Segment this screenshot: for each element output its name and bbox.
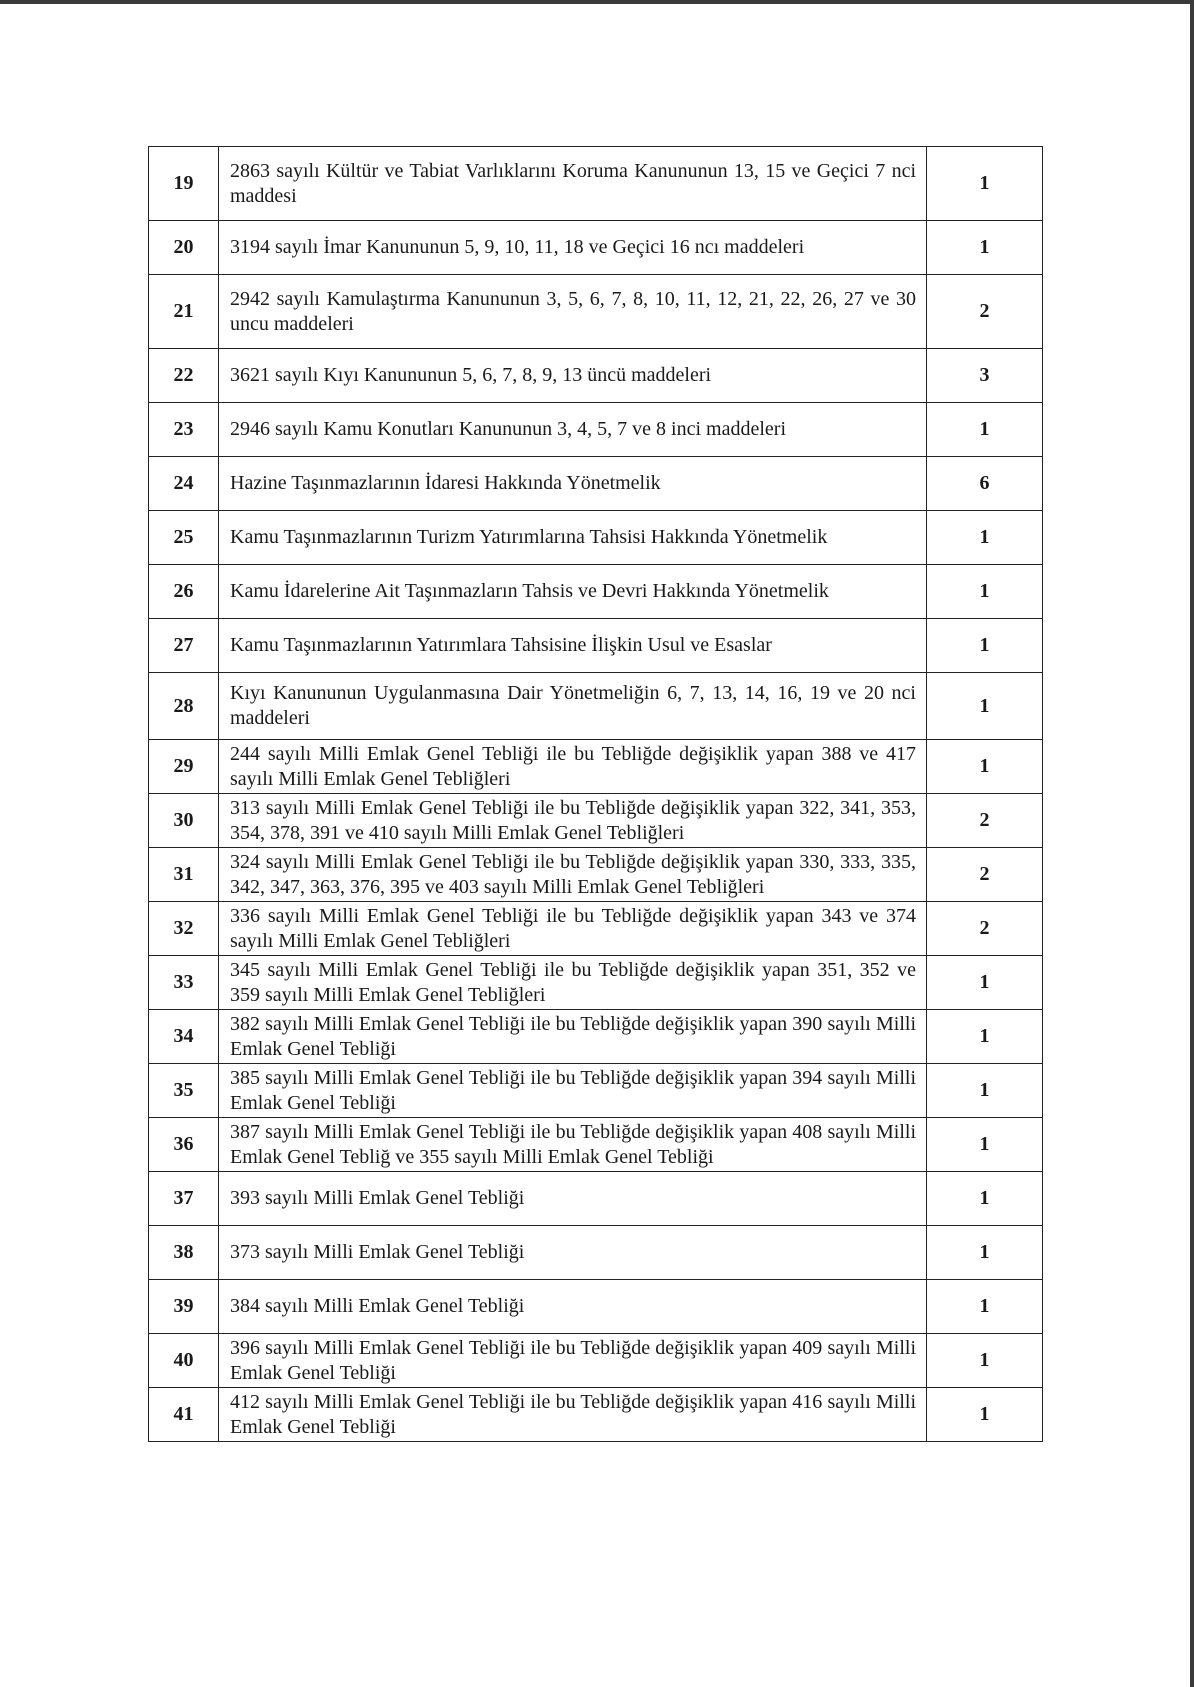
table-row [149,349,1043,403]
row-number: 33 [149,956,219,1010]
table-row [149,1172,1043,1226]
row-number: 28 [149,673,219,740]
row-number: 20 [149,221,219,275]
table-row [149,794,1043,848]
row-count: 1 [927,403,1043,457]
table-row [149,221,1043,275]
row-count: 1 [927,147,1043,221]
row-count: 2 [927,275,1043,349]
row-description: 2863 sayılı Kültür ve Tabiat Varlıklarını Koruma Kanununun 13, 15 ve Geçici 7 nci maddesi [219,147,927,221]
row-description: 313 sayılı Milli Emlak Genel Tebliği ile bu Tebliğde değişiklik yapan 322, 341, 353, 354, 378, 391 ve 410 sayılı Milli Emlak Genel Tebliğleri [219,794,927,848]
row-description: 385 sayılı Milli Emlak Genel Tebliği ile bu Tebliğde değişiklik yapan 394 sayılı Milli Emlak Genel Tebliği [219,1064,927,1118]
table-row [149,1280,1043,1334]
row-description: 387 sayılı Milli Emlak Genel Tebliği ile bu Tebliğde değişiklik yapan 408 sayılı Milli Emlak Genel Tebliğ ve 355 sayılı Milli Emlak Genel Tebliği [219,1118,927,1172]
row-description: 324 sayılı Milli Emlak Genel Tebliği ile bu Tebliğde değişiklik yapan 330, 333, 335, 342, 347, 363, 376, 395 ve 403 sayılı Milli Emlak Genel Tebliğleri [219,848,927,902]
row-count: 1 [927,1280,1043,1334]
row-count: 3 [927,349,1043,403]
row-number: 30 [149,794,219,848]
row-number: 21 [149,275,219,349]
row-count: 1 [927,1388,1043,1442]
row-number: 23 [149,403,219,457]
table-row [149,902,1043,956]
row-description: Hazine Taşınmazlarının İdaresi Hakkında Yönetmelik [219,457,927,511]
row-count: 1 [927,1010,1043,1064]
row-number: 35 [149,1064,219,1118]
table-row [149,848,1043,902]
table-row [149,740,1043,794]
row-number: 31 [149,848,219,902]
row-number: 39 [149,1280,219,1334]
table-row [149,673,1043,740]
row-number: 22 [149,349,219,403]
row-description: 382 sayılı Milli Emlak Genel Tebliği ile bu Tebliğde değişiklik yapan 390 sayılı Milli Emlak Genel Tebliği [219,1010,927,1064]
row-number: 27 [149,619,219,673]
row-description: 384 sayılı Milli Emlak Genel Tebliği [219,1280,927,1334]
row-description: 3621 sayılı Kıyı Kanununun 5, 6, 7, 8, 9, 13 üncü maddeleri [219,349,927,403]
row-description: 244 sayılı Milli Emlak Genel Tebliği ile bu Tebliğde değişiklik yapan 388 ve 417 sayılı Milli Emlak Genel Tebliğleri [219,740,927,794]
table-row [149,403,1043,457]
table-row [149,1226,1043,1280]
row-number: 29 [149,740,219,794]
table-row [149,1064,1043,1118]
row-count: 2 [927,902,1043,956]
row-description: 2946 sayılı Kamu Konutları Kanununun 3, 4, 5, 7 ve 8 inci maddeleri [219,403,927,457]
row-description: 345 sayılı Milli Emlak Genel Tebliği ile bu Tebliğde değişiklik yapan 351, 352 ve 359 sayılı Milli Emlak Genel Tebliğleri [219,956,927,1010]
row-number: 36 [149,1118,219,1172]
row-count: 1 [927,740,1043,794]
row-count: 2 [927,794,1043,848]
row-description: 412 sayılı Milli Emlak Genel Tebliği ile bu Tebliğde değişiklik yapan 416 sayılı Milli Emlak Genel Tebliği [219,1388,927,1442]
row-description: 336 sayılı Milli Emlak Genel Tebliği ile bu Tebliğde değişiklik yapan 343 ve 374 sayılı Milli Emlak Genel Tebliğleri [219,902,927,956]
row-number: 19 [149,147,219,221]
table-row [149,1118,1043,1172]
table-row [149,956,1043,1010]
row-count: 1 [927,221,1043,275]
row-count: 1 [927,1118,1043,1172]
legislation-table [148,146,1043,1442]
row-number: 25 [149,511,219,565]
table-row [149,565,1043,619]
row-count: 1 [927,1172,1043,1226]
table-row [149,457,1043,511]
table-row [149,619,1043,673]
row-count: 1 [927,1334,1043,1388]
row-number: 34 [149,1010,219,1064]
row-number: 24 [149,457,219,511]
table-row [149,511,1043,565]
row-number: 41 [149,1388,219,1442]
row-count: 6 [927,457,1043,511]
row-count: 1 [927,956,1043,1010]
row-description: Kamu Taşınmazlarının Turizm Yatırımlarına Tahsisi Hakkında Yönetmelik [219,511,927,565]
row-description: Kıyı Kanununun Uygulanmasına Dair Yönetmeliğin 6, 7, 13, 14, 16, 19 ve 20 nci maddeleri [219,673,927,740]
row-count: 1 [927,673,1043,740]
row-number: 32 [149,902,219,956]
row-count: 1 [927,1226,1043,1280]
table-row [149,1388,1043,1442]
row-count: 1 [927,565,1043,619]
row-description: 373 sayılı Milli Emlak Genel Tebliği [219,1226,927,1280]
row-number: 38 [149,1226,219,1280]
row-count: 1 [927,619,1043,673]
row-description: 2942 sayılı Kamulaştırma Kanununun 3, 5, 6, 7, 8, 10, 11, 12, 21, 22, 26, 27 ve 30 uncu maddeleri [219,275,927,349]
row-count: 1 [927,511,1043,565]
row-description: Kamu İdarelerine Ait Taşınmazların Tahsis ve Devri Hakkında Yönetmelik [219,565,927,619]
row-number: 40 [149,1334,219,1388]
table-row [149,275,1043,349]
table-row [149,1010,1043,1064]
table-row [149,1334,1043,1388]
row-description: Kamu Taşınmazlarının Yatırımlara Tahsisine İlişkin Usul ve Esaslar [219,619,927,673]
row-description: 3194 sayılı İmar Kanununun 5, 9, 10, 11, 18 ve Geçici 16 ncı maddeleri [219,221,927,275]
row-description: 393 sayılı Milli Emlak Genel Tebliği [219,1172,927,1226]
row-count: 2 [927,848,1043,902]
row-description: 396 sayılı Milli Emlak Genel Tebliği ile bu Tebliğde değişiklik yapan 409 sayılı Milli Emlak Genel Tebliği [219,1334,927,1388]
table-row [149,147,1043,221]
row-number: 37 [149,1172,219,1226]
row-count: 1 [927,1064,1043,1118]
row-number: 26 [149,565,219,619]
